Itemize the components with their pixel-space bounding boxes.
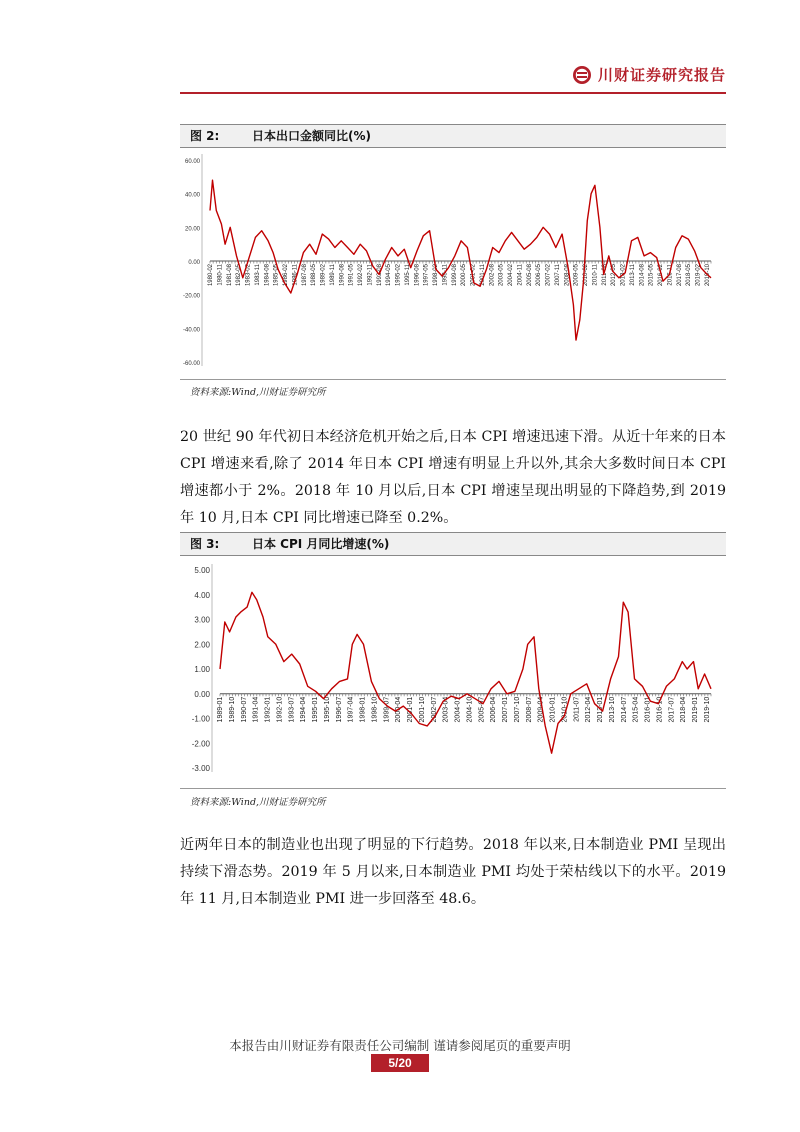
chart2-xtick-label: 1995-10 xyxy=(323,696,331,723)
chart2-xtick-label: 2019-10 xyxy=(704,696,711,723)
chart1-xtick-label: 2011-08 xyxy=(601,264,608,286)
chart1-xtick-label: 2008-08 xyxy=(564,264,571,287)
brand-name: 川财证券研究报告 xyxy=(597,66,726,84)
chart1-xtick-label: 1984-08 xyxy=(264,264,271,287)
chart2-ytick-label: 2.00 xyxy=(194,640,210,650)
chart1-xtick-label: 2007-02 xyxy=(545,264,552,287)
chart1-xtick-label: 2001-02 xyxy=(470,264,477,287)
figure3-title: 日本 CPI 月同比增速(%) xyxy=(252,537,390,551)
chart2-ytick-label: 5.00 xyxy=(194,566,210,575)
chart1-xtick-label: 2002-08 xyxy=(489,264,496,287)
chart2-series-line xyxy=(220,592,711,753)
chart1-xtick-label: 2005-08 xyxy=(526,264,533,287)
chart1-xtick-label: 1991-05 xyxy=(348,264,355,287)
brand xyxy=(572,64,726,85)
chart1-xtick-label: 2001-11 xyxy=(479,264,486,286)
chart2-xtick-label: 2008-07 xyxy=(525,696,533,723)
chart1-xtick-label: 1997-05 xyxy=(423,264,430,287)
chart1-xtick-label: 2010-11 xyxy=(592,264,599,286)
figure2-title-bar xyxy=(180,124,726,148)
chart1-xtick-label: 2000-05 xyxy=(461,264,468,287)
chart2-xtick-label: 1990-07 xyxy=(240,696,248,723)
chart2-xtick-label: 2013-10 xyxy=(608,696,616,723)
chart2-xtick-label: 1999-07 xyxy=(383,696,391,723)
chart1-xtick-label: 2016-02 xyxy=(658,264,665,287)
chart1-xtick-label: 2007-11 xyxy=(554,264,561,286)
chart2-xtick-label: 2016-10 xyxy=(656,696,664,723)
paragraph-cpi: 20 世纪 90 年代初日本经济危机开始之后,日本 CPI 增速迅速下滑。从近十年来的日本 CPI 增速来看,除了 2014 年日本 CPI 增速有明显上升以外,其余大多数时间日本 CPI 增速都小于 2%。2018 年 10 月以后,日本 CPI 增速呈现出明显的下降趋势,到 2019 年 10 月,日本 CPI 同比增速已降至 0.2%。 xyxy=(180,429,726,526)
chart1-xtick-label: 1982-05 xyxy=(236,264,243,287)
chart2-ytick-label: 4.00 xyxy=(194,590,210,600)
chart2-xtick-label: 1994-04 xyxy=(300,696,308,723)
chart1-xtick-label: 1999-08 xyxy=(451,264,458,287)
figure2-source-rule xyxy=(180,379,726,380)
chart1-xtick-label: 1980-02 xyxy=(208,264,214,287)
chart2-xtick-label: 2010-10 xyxy=(561,696,569,723)
chart1-xtick-label: 2014-08 xyxy=(639,264,646,287)
chart1-xtick-label: 2019-02 xyxy=(695,264,702,287)
figure2-label: 图 2: xyxy=(190,129,220,143)
chart2-xtick-label: 2017-07 xyxy=(668,696,676,723)
chart1-ytick-label: -60.00 xyxy=(182,361,200,367)
figure3-source: 资料来源:Wind,川财证券研究所 xyxy=(190,797,326,808)
chart1-series-line xyxy=(210,180,711,340)
chart1-xtick-label: 1998-02 xyxy=(433,264,440,287)
chart1-xtick-label: 2003-05 xyxy=(498,264,505,287)
chart1-xtick-label: 2016-11 xyxy=(667,264,674,286)
chart2-ytick-label: -2.00 xyxy=(191,739,210,749)
chart2-xtick-label: 2001-10 xyxy=(418,696,426,723)
chart1-xtick-label: 1995-11 xyxy=(404,264,411,286)
chart2-xtick-label: 1996-07 xyxy=(335,696,343,723)
chart2-ytick-label: 0.00 xyxy=(194,689,210,699)
chart1-ytick-label: -20.00 xyxy=(182,293,200,300)
chart1-xtick-label: 1985-05 xyxy=(273,264,280,287)
chart2-xtick-label: 2013-01 xyxy=(597,696,605,723)
chart1-xtick-label: 1998-11 xyxy=(442,264,449,286)
chart2-xtick-label: 2005-07 xyxy=(478,696,486,723)
chart1-xtick-label: 2017-08 xyxy=(676,264,683,287)
figure3-source-rule xyxy=(180,788,726,789)
chart1-xtick-label: 1986-11 xyxy=(292,264,299,286)
chart1-xtick-label: 1995-02 xyxy=(395,264,402,287)
chart2-xtick-label: 2001-01 xyxy=(407,696,415,723)
chart2-xtick-label: 1989-01 xyxy=(217,696,224,723)
chart1-xtick-label: 2018-05 xyxy=(686,263,693,287)
chart1-xtick-label: 1990-08 xyxy=(339,264,346,287)
chart2-xtick-label: 1998-01 xyxy=(359,696,367,723)
chart2-xtick-label: 2002-07 xyxy=(430,696,438,723)
chart2-ytick-label: 3.00 xyxy=(194,615,210,625)
chart2-xtick-label: 1989-10 xyxy=(228,696,236,723)
chart2-xtick-label: 2000-04 xyxy=(395,696,403,723)
chart1-xtick-label: 1989-11 xyxy=(329,264,336,286)
paragraph-pmi: 近两年日本的制造业也出现了明显的下行趋势。2018 年以来,日本制造业 PMI 呈现出持续下滑态势。2019 年 5 月以来,日本制造业 PMI 均处于荣枯线以下的水平。2019 年 11 月,日本制造业 PMI 进一步回落至 48.6。 xyxy=(180,837,726,907)
chart1-xtick-label: 1992-11 xyxy=(367,264,374,286)
chart1-xtick-label: 2009-05 xyxy=(573,264,580,287)
figure2-title: 日本出口金额同比(%) xyxy=(252,129,371,143)
chart1-ytick-label: -40.00 xyxy=(182,327,200,334)
chart1-xtick-label: 1981-08 xyxy=(226,264,233,287)
chart2-xtick-label: 1995-01 xyxy=(312,696,320,723)
page-header xyxy=(180,62,726,94)
chart2-xtick-label: 2007-10 xyxy=(513,696,521,723)
chart1-ytick-label: 40.00 xyxy=(184,192,200,199)
chart1-xtick-label: 2019-10 xyxy=(705,264,711,287)
chart2-xtick-label: 2004-01 xyxy=(454,696,462,723)
chart1-xtick-label: 2015-05 xyxy=(648,264,655,287)
chart2-xtick-label: 2010-01 xyxy=(549,696,557,723)
chart1-xtick-label: 2004-11 xyxy=(517,264,524,286)
chart2-ytick-label: -3.00 xyxy=(191,764,210,773)
chart2-xtick-label: 1991-04 xyxy=(252,696,260,723)
chart1-xtick-label: 2013-11 xyxy=(629,264,636,286)
chart2-xtick-label: 2004-10 xyxy=(466,696,474,723)
chart2-ytick-label: -1.00 xyxy=(191,714,210,724)
chart1-xtick-label: 1983-02 xyxy=(245,264,252,287)
chart2-xtick-label: 2015-04 xyxy=(632,696,640,723)
chart1-ytick-label: 20.00 xyxy=(184,226,200,233)
chart1-xtick-label: 1994-05 xyxy=(386,264,393,287)
chart1-xtick-label: 2010-02 xyxy=(583,264,590,287)
chart1-xtick-label: 1992-02 xyxy=(358,264,365,287)
chart1-xtick-label: 1987-08 xyxy=(301,264,308,287)
chart2-xtick-label: 1998-10 xyxy=(371,696,379,723)
chart1-xtick-label: 1993-08 xyxy=(376,264,383,287)
chart1-xtick-label: 2012-05 xyxy=(611,264,618,287)
chart2-xtick-label: 2003-04 xyxy=(442,696,450,723)
chart2-xtick-label: 2009-04 xyxy=(537,696,545,723)
page-number: 5/20 xyxy=(371,1054,429,1072)
figure3-title-bar xyxy=(180,532,726,556)
footer-disclaimer: 本报告由川财证券有限责任公司编制 谨请参阅尾页的重要声明 xyxy=(229,1038,571,1053)
figure2-source: 资料来源:Wind,川财证券研究所 xyxy=(190,387,326,398)
chart2-xtick-label: 2019-01 xyxy=(692,696,700,723)
cpi-yoy-chart xyxy=(180,556,726,784)
chart1-xtick-label: 1996-08 xyxy=(414,264,421,287)
chart1-xtick-label: 1980-11 xyxy=(217,264,224,286)
chart2-xtick-label: 2007-01 xyxy=(502,696,510,723)
chart1-ytick-label: 60.00 xyxy=(184,159,200,165)
chart2-ytick-label: 1.00 xyxy=(194,665,210,674)
chart2-xtick-label: 2018-04 xyxy=(680,696,688,723)
chart2-xtick-label: 1997-04 xyxy=(347,696,355,723)
chart2-xtick-label: 2011-07 xyxy=(573,696,581,722)
chart2-xtick-label: 1992-10 xyxy=(276,696,284,723)
chart1-xtick-label: 1986-02 xyxy=(283,264,290,287)
chart2-xtick-label: 1992-01 xyxy=(264,696,272,723)
chart1-xtick-label: 1988-05 xyxy=(311,264,318,287)
chart2-xtick-label: 2012-04 xyxy=(585,696,593,723)
chart2-xtick-label: 2014-07 xyxy=(620,696,628,723)
chart2-xtick-label: 1993-07 xyxy=(288,696,296,723)
export-yoy-chart xyxy=(180,148,726,376)
chart1-xtick-label: 2006-05 xyxy=(536,264,543,287)
chart1-xtick-label: 2013-02 xyxy=(620,264,627,287)
chart1-xtick-label: 1983-11 xyxy=(254,264,261,286)
chart2-xtick-label: 2006-04 xyxy=(490,696,498,723)
chart1-xtick-label: 2004-02 xyxy=(508,264,515,287)
figure3-label: 图 3: xyxy=(190,537,220,551)
chart1-xtick-label: 1989-02 xyxy=(320,264,327,287)
chart1-ytick-label: 0.00 xyxy=(188,260,200,266)
chuancai-logo-icon xyxy=(572,65,592,85)
chart2-xtick-label: 2016-01 xyxy=(644,696,652,723)
